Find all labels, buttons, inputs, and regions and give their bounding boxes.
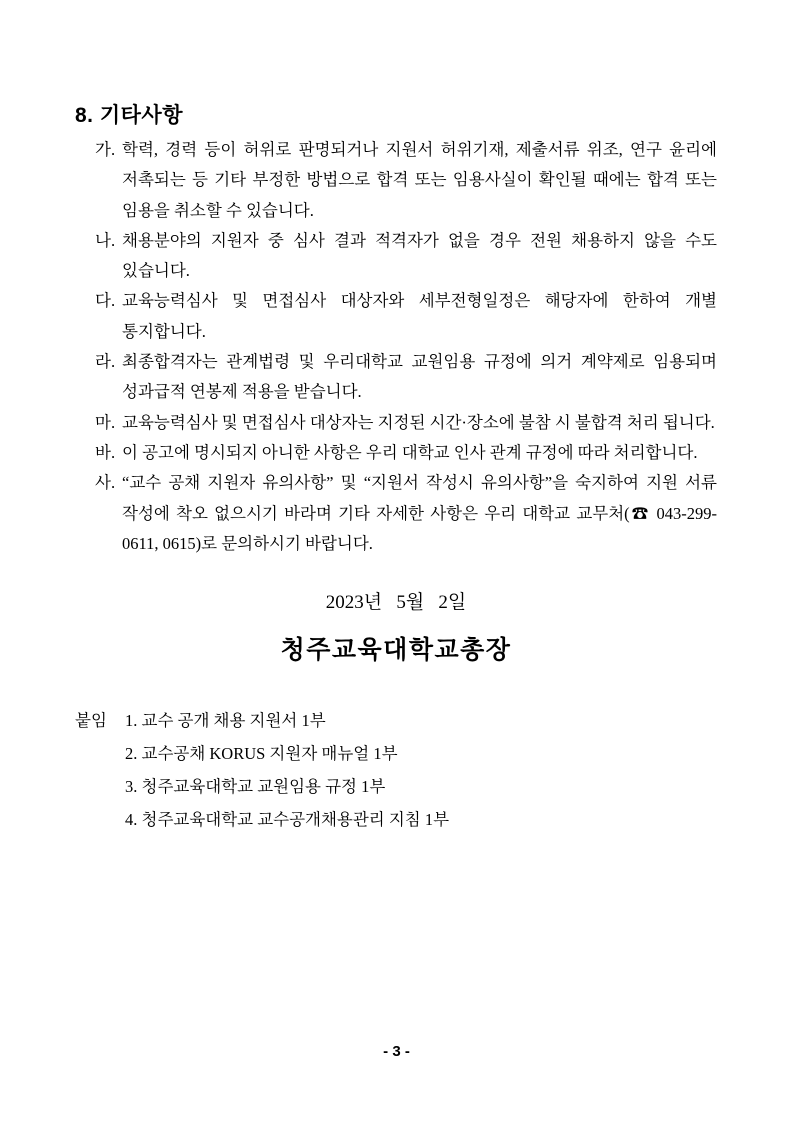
item-text: 채용분야의 지원자 중 심사 결과 적격자가 없을 경우 전원 채용하지 않을 수도 있습니다.	[122, 230, 717, 281]
item-text: 학력, 경력 등이 허위로 판명되거나 지원서 허위기재, 제출서류 위조, 연구 윤리에 저촉되는 등 기타 부정한 방법으로 합격 또는 임용사실이 확인될 때에는 합격 또는 임용을 취소할 수 있습니다.	[122, 140, 717, 220]
attachment-item: 4. 청주교육대학교 교수공개채용관리 지침 1부	[125, 810, 450, 830]
document-date: 2023년 5월 2일	[325, 592, 467, 614]
list-item-ra	[95, 347, 717, 408]
item-label: 나.	[95, 230, 116, 250]
list-item-ga	[95, 135, 717, 226]
item-list	[95, 135, 717, 559]
item-text: 최종합격자는 관계법령 및 우리대학교 교원임용 규정에 의거 계약제로 임용되며 성과급적 연봉제 적용을 받습니다.	[122, 352, 717, 402]
item-text: 이 공고에 명시되지 아니한 사항은 우리 대학교 인사 관계 규정에 따라 처리합니다.	[122, 442, 698, 462]
item-text: “교수 공채 지원자 유의사항” 및 “지원서 작성시 유의사항”을 숙지하여 지원 서류 작성에 착오 없으시기 바라며 기타 자세한 사항은 우리 대학교 교무처(☎ 043-299-0611, 0615)로 문의하시기 바랍니다.	[122, 473, 717, 553]
list-item-sa	[95, 468, 717, 559]
attachment-item: 2. 교수공채 KORUS 지원자 매뉴얼 1부	[125, 744, 398, 764]
attachment-item: 1. 교수 공개 채용 지원서 1부	[125, 711, 326, 731]
attachments	[75, 704, 717, 836]
item-label: 다.	[95, 291, 116, 311]
list-item-ma	[95, 408, 717, 438]
list-item-ba	[95, 438, 717, 468]
item-text: 교육능력심사 및 면접심사 대상자와 세부전형일정은 해당자에 한하여 개별 통지합니다.	[122, 291, 717, 341]
item-label: 가.	[95, 140, 116, 159]
item-label: 라.	[95, 352, 116, 372]
item-label: 마.	[95, 412, 116, 432]
page-number: - 3 -	[383, 1043, 410, 1060]
attachments-label: 붙임	[75, 711, 107, 731]
item-text: 교육능력심사 및 면접심사 대상자는 지정된 시간·장소에 불참 시 불합격 처리 됩니다.	[122, 412, 715, 432]
list-item-na	[95, 226, 717, 287]
item-label: 사.	[95, 473, 116, 493]
section-title: 8. 기타사항	[75, 104, 183, 127]
attachments-list	[125, 704, 717, 836]
item-label: 바.	[95, 442, 116, 462]
attachment-item: 3. 청주교육대학교 교원임용 규정 1부	[125, 777, 386, 797]
signature: 청주교육대학교총장	[280, 636, 512, 665]
list-item-da	[95, 286, 717, 347]
document-content	[75, 103, 717, 836]
